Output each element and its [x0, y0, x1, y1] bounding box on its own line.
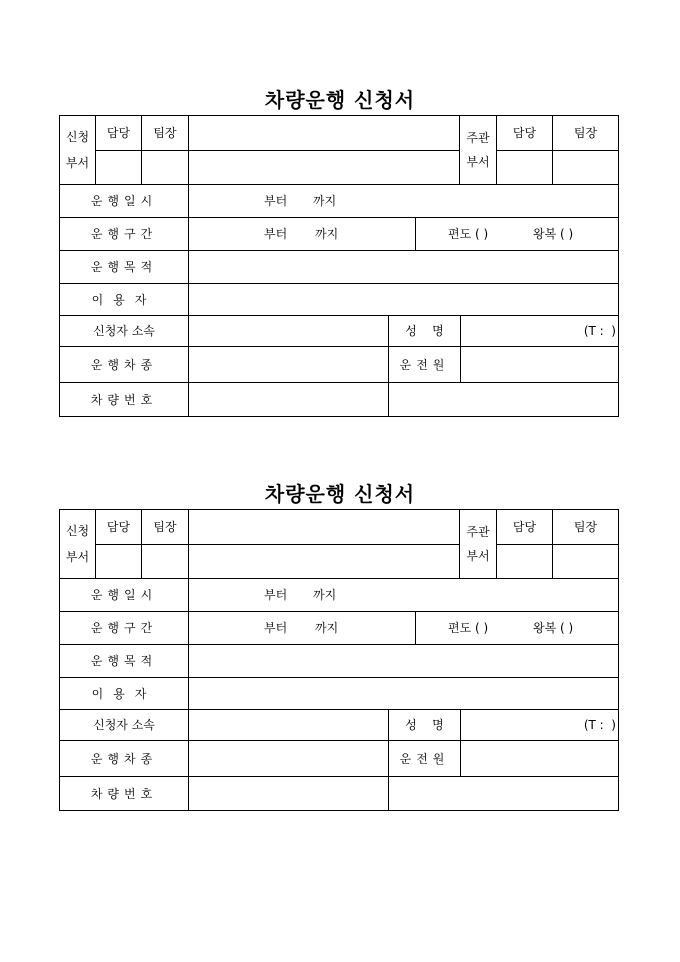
staff-signature-box[interactable] [95, 150, 141, 184]
plate-number-field[interactable] [188, 776, 388, 810]
route-from-text: 부터 [264, 227, 288, 241]
user-label: 이용자 [60, 283, 188, 315]
driver-label: 운전원 [388, 346, 460, 382]
blank-cell-top [188, 116, 459, 150]
trip-type-field[interactable] [415, 611, 618, 644]
applicant-dept-label-line1: 신청 [65, 524, 90, 538]
applicant-dept-label-line1: 신청 [65, 130, 90, 144]
purpose-field[interactable] [188, 644, 618, 677]
date-to-text: 까지 [313, 588, 337, 602]
host-staff-label: 담당 [496, 510, 552, 544]
operation-date-label: 운행일시 [60, 184, 188, 217]
vehicle-type-field[interactable] [188, 740, 388, 776]
route-from-text: 부터 [264, 621, 288, 635]
applicant-affiliation-label: 신청자 소속 [60, 315, 188, 346]
host-team-lead-signature-box[interactable] [552, 544, 618, 578]
plate-number-field[interactable] [188, 382, 388, 416]
route-to-text: 까지 [315, 227, 339, 241]
applicant-dept-label-line2: 부서 [65, 550, 90, 564]
applicant-affiliation-field[interactable] [188, 315, 388, 346]
purpose-label: 운행목적 [60, 644, 188, 677]
plate-number-label: 차량번호 [60, 776, 188, 810]
vehicle-type-label: 운행차종 [60, 740, 188, 776]
host-team-lead-signature-box[interactable] [552, 150, 618, 184]
purpose-field[interactable] [188, 250, 618, 283]
operation-date-field[interactable] [188, 184, 618, 217]
operation-date-label: 운행일시 [60, 578, 188, 611]
phone-hint: (T : ) [583, 324, 616, 338]
staff-label: 담당 [95, 116, 141, 150]
route-field[interactable] [188, 217, 415, 250]
roundtrip-text: 왕복 ( ) [533, 621, 574, 635]
host-team-lead-label: 팀장 [552, 510, 618, 544]
date-to-text: 까지 [313, 194, 337, 208]
route-label: 운행구간 [60, 217, 188, 250]
route-field[interactable] [188, 611, 415, 644]
blank-cell-top [188, 510, 459, 544]
phone-hint: (T : ) [583, 718, 616, 732]
roundtrip-text: 왕복 ( ) [533, 227, 574, 241]
plate-extra-field[interactable] [388, 776, 618, 810]
team-lead-label: 팀장 [141, 510, 188, 544]
host-staff-signature-box[interactable] [496, 544, 552, 578]
host-dept-label-line2: 부서 [459, 150, 496, 184]
date-from-text: 부터 [264, 588, 288, 602]
team-lead-signature-box[interactable] [141, 150, 188, 184]
staff-label: 담당 [95, 510, 141, 544]
oneway-text: 편도 ( ) [448, 227, 489, 241]
trip-type-field[interactable] [415, 217, 618, 250]
user-label: 이용자 [60, 677, 188, 709]
form-table [59, 509, 619, 811]
operation-date-field[interactable] [188, 578, 618, 611]
date-from-text: 부터 [264, 194, 288, 208]
route-label: 운행구간 [60, 611, 188, 644]
host-staff-label: 담당 [496, 116, 552, 150]
driver-field[interactable] [460, 740, 618, 776]
vehicle-type-label: 운행차종 [60, 346, 188, 382]
plate-extra-field[interactable] [388, 382, 618, 416]
staff-signature-box[interactable] [95, 544, 141, 578]
oneway-text: 편도 ( ) [448, 621, 489, 635]
vehicle-type-field[interactable] [188, 346, 388, 382]
blank-cell-bottom [188, 544, 459, 578]
route-to-text: 까지 [315, 621, 339, 635]
team-lead-label: 팀장 [141, 116, 188, 150]
name-field[interactable] [460, 709, 618, 740]
host-dept-label-line2: 부서 [459, 544, 496, 578]
purpose-label: 운행목적 [60, 250, 188, 283]
applicant-dept-label-line2: 부서 [65, 156, 90, 170]
name-label: 성 명 [388, 709, 460, 740]
driver-field[interactable] [460, 346, 618, 382]
blank-cell-bottom [188, 150, 459, 184]
applicant-affiliation-label: 신청자 소속 [60, 709, 188, 740]
name-label: 성 명 [388, 315, 460, 346]
user-field[interactable] [188, 283, 618, 315]
user-field[interactable] [188, 677, 618, 709]
form-title: 차량운행 신청서 [264, 482, 416, 506]
host-team-lead-label: 팀장 [552, 116, 618, 150]
form-title: 차량운행 신청서 [264, 88, 416, 112]
applicant-affiliation-field[interactable] [188, 709, 388, 740]
host-dept-label-line1: 주관 [459, 510, 496, 544]
host-dept-label-line1: 주관 [459, 116, 496, 150]
driver-label: 운전원 [388, 740, 460, 776]
host-staff-signature-box[interactable] [496, 150, 552, 184]
plate-number-label: 차량번호 [60, 382, 188, 416]
name-field[interactable] [460, 315, 618, 346]
team-lead-signature-box[interactable] [141, 544, 188, 578]
form-table [59, 115, 619, 417]
